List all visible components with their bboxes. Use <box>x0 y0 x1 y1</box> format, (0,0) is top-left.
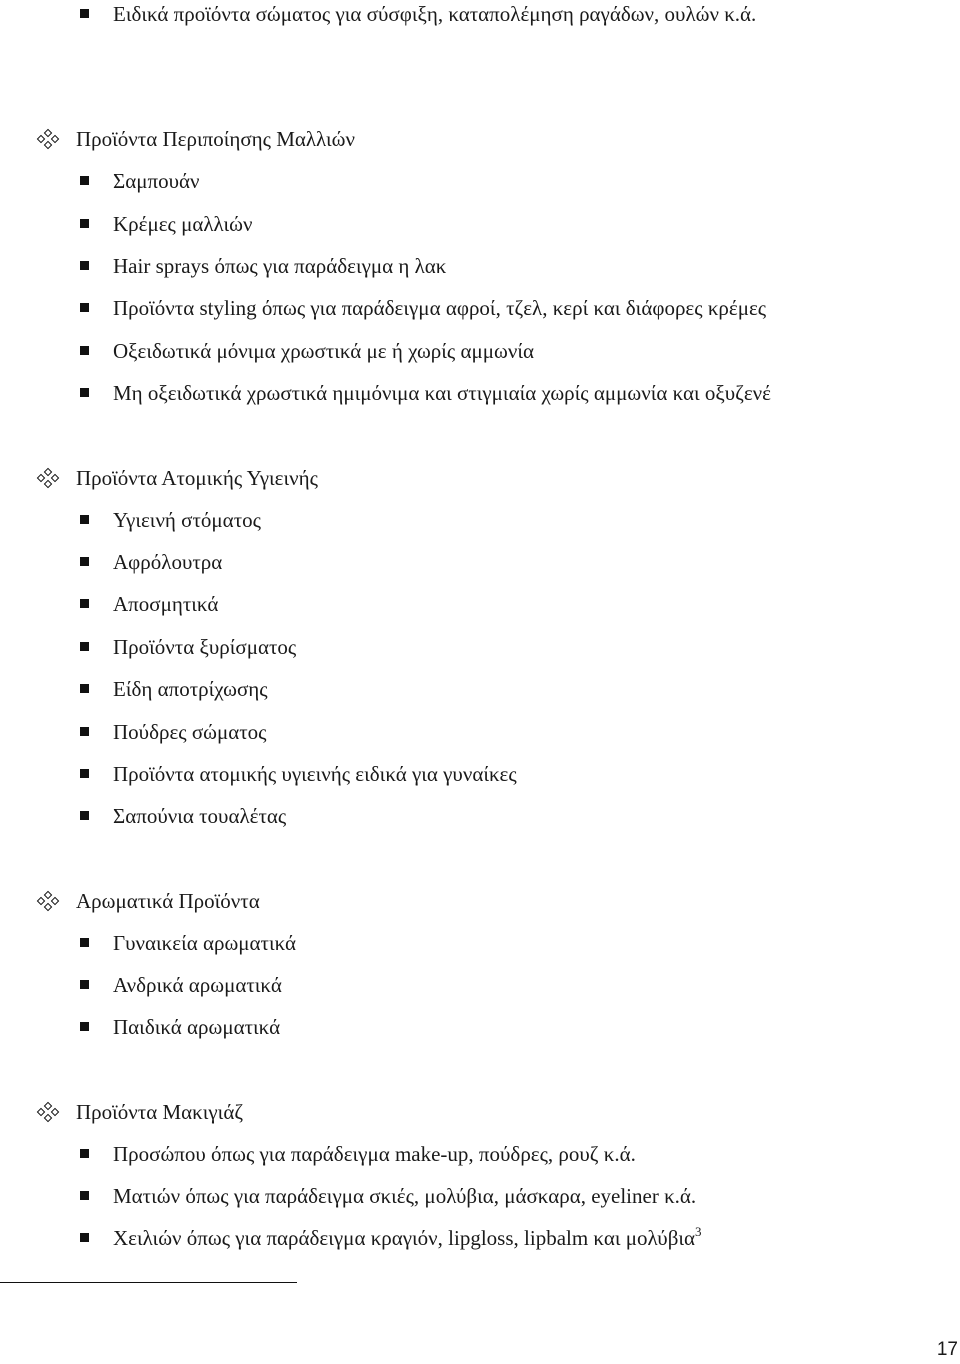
list-item-text: Χειλιών όπως για παράδειγμα κραγιόν, lipgloss, lipbalm και μολύβια <box>113 1226 696 1250</box>
square-bullet-icon <box>80 557 89 566</box>
diamond-bullet-icon <box>38 130 60 148</box>
square-bullet-icon <box>80 176 89 185</box>
square-bullet-icon <box>80 388 89 397</box>
square-bullet-icon <box>80 642 89 651</box>
footnote-separator <box>0 1282 297 1283</box>
square-bullet-icon <box>80 599 89 608</box>
square-bullet-icon <box>80 980 89 989</box>
document-page: Ειδικά προϊόντα σώματος για σύσφιξη, καταπολέμηση ραγάδων, ουλών κ.ά. Προϊόντα Περιποίησης Μαλλιών Σαμπουάν Κρέμες μαλλιών Hair sprays όπως για παράδειγμα η λακ Προϊόντα styling όπως για παράδειγμα αφροί, τζελ, κερί και διάφορες κρέμες Οξειδωτικά μόνιμα χρωστικά με ή χωρίς αμμωνία Μη οξειδωτικά χρωστικά ημιμόνιμα και στιγμιαία χωρίς αμμωνία και οξυζενέ Προϊόντα Ατομικής Υγιεινής Υγιεινή στόματος Αφρόλουτρα Αποσμητικά Προϊόντα ξυρίσματος Είδη αποτρίχωσης Πούδρες σώματος Προϊόντα ατομικής υγιεινής ειδικά για γυναίκες Σαπούνια τουαλέτας Αρωματικά Προϊόντα Γυναικεία αρωματικά Ανδρικά αρωματικά Παιδικά αρωματικά Προϊόντα Μακιγιάζ Προσώπου όπως για παράδειγμα make-up, πούδρες, ρουζ κ.ά. Ματιών όπως για παράδειγμα σκιές, μολύβια, μάσκαρα, eyeliner κ.ά. Χειλιών όπως για παράδειγμα κραγιόν, lipgloss, lipbalm και μολύβια$^3$ 17 <box>0 0 960 1364</box>
diamond-bullet-icon <box>38 892 60 910</box>
square-bullet-icon <box>80 219 89 228</box>
footnote-reference[interactable]: 3 <box>695 1224 702 1239</box>
square-bullet-icon <box>80 9 89 18</box>
square-bullet-icon <box>80 938 89 947</box>
page-number: 17 <box>936 1339 958 1360</box>
square-bullet-icon <box>80 303 89 312</box>
square-bullet-icon <box>80 1022 89 1031</box>
square-bullet-icon <box>80 811 89 820</box>
square-bullet-icon <box>80 346 89 355</box>
square-bullet-icon <box>80 1233 89 1242</box>
square-bullet-icon <box>80 727 89 736</box>
square-bullet-icon <box>80 515 89 524</box>
square-bullet-icon <box>80 1149 89 1158</box>
diamond-bullet-icon <box>38 469 60 487</box>
diamond-bullet-icon <box>38 1103 60 1121</box>
square-bullet-icon <box>80 1191 89 1200</box>
square-bullet-icon <box>80 261 89 270</box>
square-bullet-icon <box>80 684 89 693</box>
square-bullet-icon <box>80 769 89 778</box>
